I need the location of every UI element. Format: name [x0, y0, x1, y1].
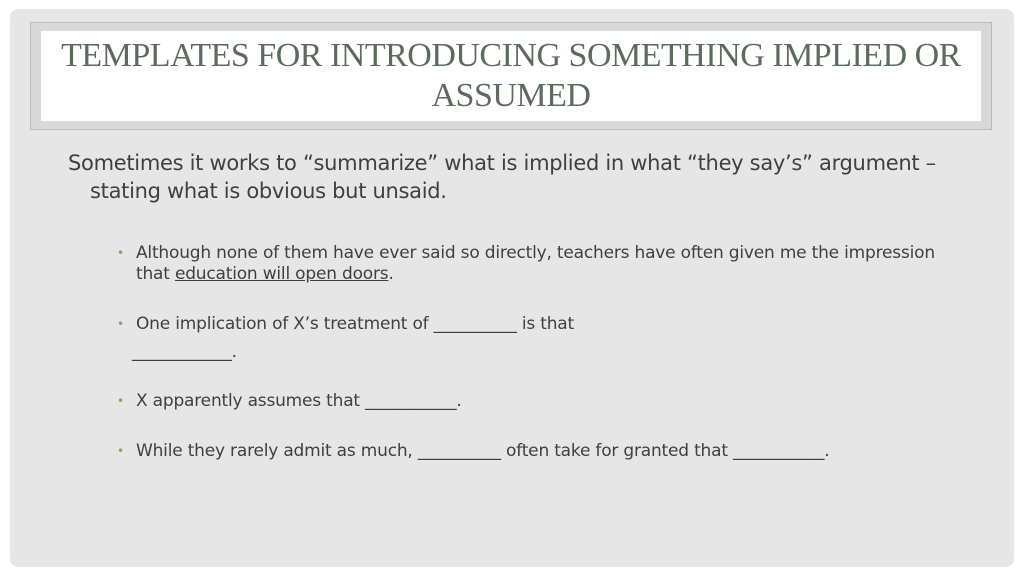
bullet-dot-icon: • — [117, 246, 124, 260]
bullet-item — [114, 441, 954, 462]
title-box — [41, 31, 981, 121]
bullet-item — [114, 243, 954, 285]
bullet-text: Although none of them have ever said so directly, teachers have often given me the impression that — [136, 243, 935, 284]
underlined-phrase: education will open doors — [174, 264, 389, 284]
title-frame — [30, 22, 992, 130]
bullet-continuation: ____________. — [132, 342, 237, 362]
bullet-list — [114, 243, 954, 462]
slide — [10, 9, 1014, 567]
bullet-dot-icon: • — [117, 394, 124, 408]
bullet-text: While they rarely admit as much, __________ often take for granted that ___________. — [136, 441, 830, 461]
bullet-item — [114, 314, 954, 363]
bullet-text: One implication of X’s treatment of __________ is that — [136, 314, 574, 334]
bullet-dot-icon: • — [117, 444, 124, 458]
bullet-text: X apparently assumes that ___________. — [136, 391, 462, 411]
intro-paragraph: Sometimes it works to “summarize” what is implied in what “they say’s” argument – stating what is obvious but unsaid. — [68, 151, 936, 203]
bullet-dot-icon: • — [117, 317, 124, 331]
slide-title: TEMPLATES FOR INTRODUCING SOMETHING IMPLIED OR ASSUMED — [61, 37, 961, 114]
bullet-text-end: . — [388, 264, 394, 284]
bullet-item — [114, 391, 954, 412]
